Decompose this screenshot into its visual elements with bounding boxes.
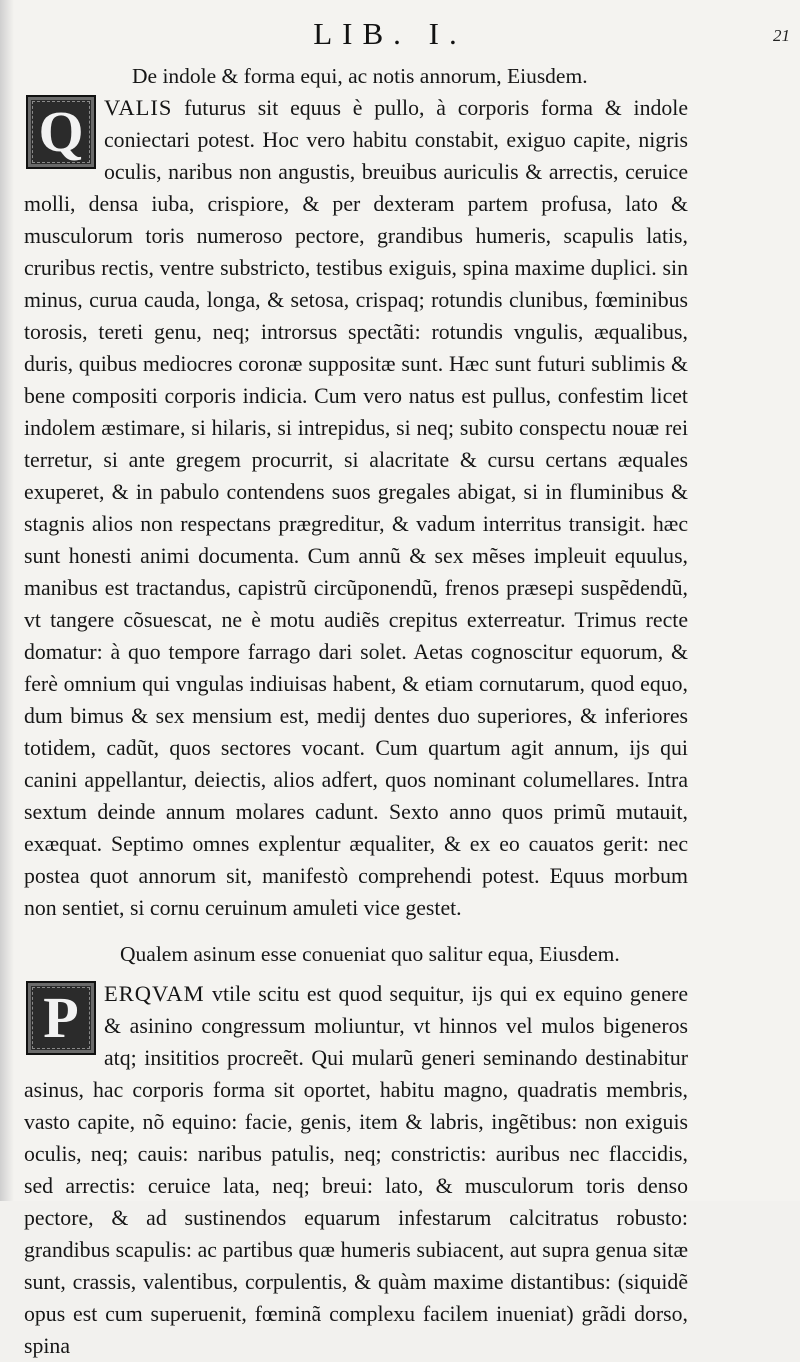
- section-heading: De indole & forma equi, ac notis annorum, Eiusdem.: [132, 64, 588, 88]
- lead-capitals: VALIS: [104, 95, 173, 120]
- initial-letter: P: [43, 985, 79, 1050]
- decorated-initial: [26, 981, 96, 1055]
- initial-letter: Q: [38, 99, 84, 164]
- section-heading: Qualem asinum esse conueniat quo salitur equa, Eiusdem.: [120, 942, 620, 966]
- lead-capitals: ERQVAM: [104, 981, 205, 1006]
- paragraph-text: futurus sit equus è pullo, à corporis forma & indole coniectari potest. Hoc vero habitu constabit, exiguo capite, nigris oculis, naribus non angustis, breuibus auriculis & arrectis, ceruice molli, densa iuba, crispiore, & per dexteram partem profusa, lato & musculorum toris numeroso pectore, grandibus humeris, scapulis latis, cruribus rectis, ventre substricto, testibus exiguis, spina maxime duplici. sin minus, curua cauda, longa, & setosa, crispaq; rotundis clunibus, fœminibus torosis, tereti genu, neq; introrsus spectãti: rotundis vngulis, æqualibus, duris, quibus mediocres coronæ suppositæ sunt. Hæc sunt futuri sublimis & bene compositi corporis indicia. Cum vero natus est pullus, confestim licet indolem æstimare, si hilaris, si intrepidus, si neq; subito conspectu nouæ rei terretur, si ante gregem procurrit, si alacritate & cursu certans æquales exuperet, & in pabulo contendens suos gregales abigat, si in fluminibus & stagnis alios non respectans prægreditur, & vadum interritus transigit. hæc sunt honesti animi documenta. Cum annũ & sex mẽses impleuit equulus, manibus est tractandus, capistrũ circũponendũ, frenos præsepi suspẽdendũ, vt tangere cõsuescat, ne è motu audiẽs crepitus exterreatur. Trimus recte domatur: à quo tempore farrago dari solet. Aetas cognoscitur equorum, & ferè omnium qui vngulas indiuisas habent, & etiam cornutarum, quod equo, dum bimus & sex mensium est, medij dentes duo superiores, & inferiores totidem, cadũt, quos sectores vocant. Cum quartum agit annum, ijs qui canini appellantur, deiectis, alios adfert, quos nominant columellares. Intra sextum deinde annum molares cadunt. Sexto anno quos primũ mutauit, exæquat. Septimo omnes explentur æqualiter, & ex eo cauatos gerit: nec postea quot annorum sit, manifestò comprehendi potest. Equus morbum non sentiet, si cornu ceruinum amuleti vice gestet.: [24, 96, 688, 920]
- decorated-initial: [26, 95, 96, 169]
- paragraph: [24, 92, 688, 924]
- page-header: [0, 14, 800, 54]
- page-gutter-shadow: [0, 0, 14, 1201]
- paragraph-text: vtile scitu est quod sequitur, ijs qui ex equino genere & asinino congressum moliuntur, vt hinnos vel mulos bigeneros atq; insititios procreẽt. Qui mularũ generi seminando destinabitur asinus, hac corporis forma sit oportet, habitu magno, quadratis membris, vasto capite, nõ equino: facie, genis, item & labris, ingẽtibus: non exiguis oculis, neq; cauis: naribus patulis, neq; constrictis: auribus nec flaccidis, sed arrectis: ceruice lata, neq; breui: lato, & musculorum toris denso pectore, & ad sustinendos equarum infestarum calcitratus robusto: grandibus scapulis: ac partibus quæ humeris subiacent, aut supra genua sitæ sunt, crassis, valentibus, corpulentis, & quàm maxime distantibus: (siquidẽ opus est cum superuenit, fœminã complexu facilem inueniat) grãdi dorso, spina: [24, 982, 688, 1358]
- paragraph: [24, 978, 688, 1362]
- page-number: 21: [773, 26, 790, 45]
- text-block: [24, 60, 688, 1362]
- running-head: LIB. I.: [313, 16, 467, 51]
